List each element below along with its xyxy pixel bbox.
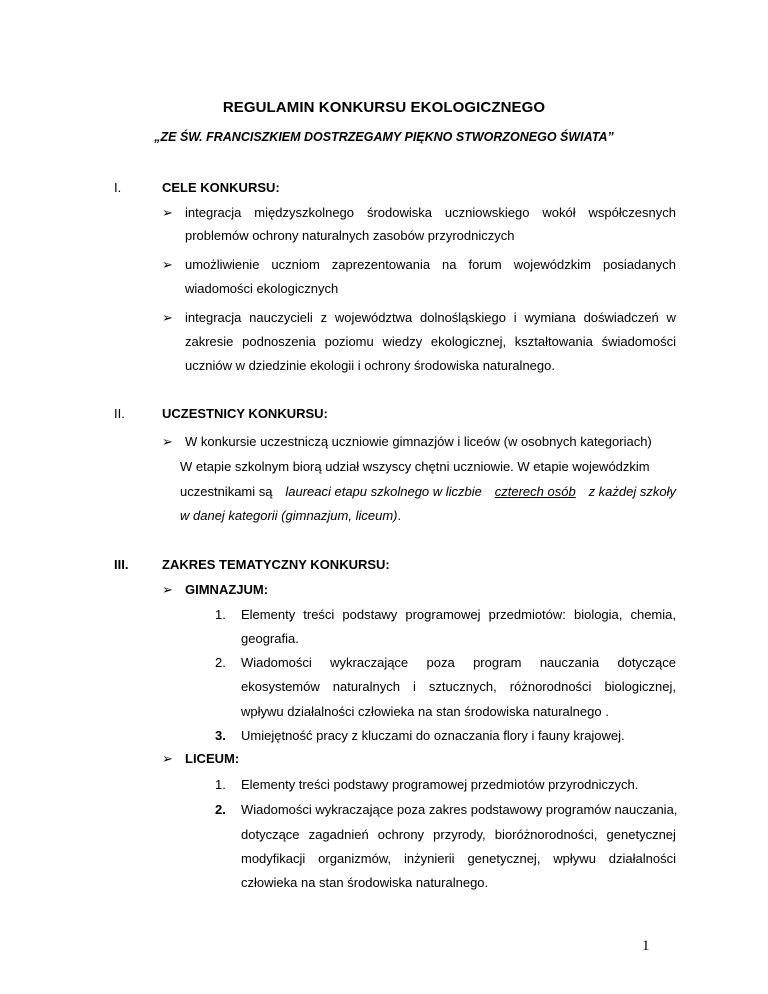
word: inżynierii	[404, 851, 455, 866]
word: Wiadomości	[241, 655, 312, 670]
section-2-line-3-b: laureaci etapu szkolnego w liczbie	[285, 484, 482, 499]
word: zagadnień	[308, 827, 369, 842]
section-2-numeral: II.	[114, 406, 125, 421]
section-2-bullet-1: W konkursie uczestniczą uczniowie gimnazjów i liceów (w osobnych kategoriach)	[185, 434, 652, 449]
word: dotyczące	[241, 827, 300, 842]
word: posiadanych	[602, 257, 676, 272]
arrow-bullet-icon: ➢	[162, 582, 173, 597]
word: chemia,	[630, 607, 676, 622]
word: wojewódzkim	[513, 257, 591, 272]
word: treści	[303, 607, 335, 622]
word: podnoszenia	[242, 334, 316, 349]
section-1-bullet-1-line-1	[185, 205, 676, 220]
word: genetycznej	[606, 827, 676, 842]
word: różnorodności	[509, 679, 592, 694]
word: naturalnych	[332, 679, 400, 694]
word: biologicznej,	[604, 679, 676, 694]
gim-item-2-line-2	[241, 679, 676, 694]
section-2-heading: UCZESTNICY KONKURSU:	[162, 406, 328, 421]
word: wpływu	[553, 851, 596, 866]
gim-item-3-number: 3.	[215, 728, 226, 743]
word: z	[320, 310, 328, 325]
word: przyrody,	[433, 827, 486, 842]
section-3-numeral: III.	[114, 557, 129, 572]
arrow-bullet-icon: ➢	[162, 434, 173, 449]
gimnazjum-label: GIMNAZJUM:	[185, 582, 269, 597]
word: środowiska	[366, 205, 432, 220]
word: międzyszkolnego	[254, 205, 355, 220]
word: wykraczające	[330, 655, 409, 670]
word: wiedzy	[382, 334, 423, 349]
word: współczesnych	[588, 205, 676, 220]
word: ekologicznej,	[430, 334, 507, 349]
section-2-line-3-c: czterech osób	[494, 484, 576, 499]
word: modyfikacji	[241, 851, 306, 866]
section-2-line-4-end: .	[397, 508, 402, 523]
lic-item-1-number: 1.	[215, 777, 226, 792]
arrow-bullet-icon: ➢	[162, 751, 173, 766]
word: Elementy	[241, 607, 296, 622]
word: w	[666, 310, 676, 325]
word: działalności	[608, 851, 676, 866]
document-subtitle: „ZE ŚW. FRANCISZKIEM DOSTRZEGAMY PIĘKNO STWORZONEGO ŚWIATA”	[154, 130, 614, 144]
word: wymiana	[524, 310, 576, 325]
word: program	[473, 655, 522, 670]
section-1-bullet-1-line-2: problemów ochrony naturalnych zasobów przyrodniczych	[185, 228, 515, 243]
word: wokół	[542, 205, 576, 220]
document-title: REGULAMIN KONKURSU EKOLOGICZNEGO	[222, 99, 546, 116]
word: województwa	[334, 310, 413, 325]
word: genetycznej,	[467, 851, 541, 866]
word: nauczania	[539, 655, 600, 670]
word: świadomości	[601, 334, 676, 349]
gim-item-3-line-1: Umiejętność pracy z kluczami do oznaczania flory i fauny krajowej.	[241, 728, 625, 743]
word: podstawy	[342, 607, 398, 622]
word: poza	[426, 655, 455, 670]
word: uczniowskiego	[444, 205, 530, 220]
word: i	[513, 310, 517, 325]
arrow-bullet-icon: ➢	[162, 310, 173, 325]
gim-item-1-line-1	[241, 607, 676, 622]
word: na	[442, 257, 457, 272]
word: ochrony	[377, 827, 425, 842]
section-1-heading: CELE KONKURSU:	[162, 180, 280, 195]
page-number: 1	[642, 938, 650, 954]
word: poziomu	[324, 334, 374, 349]
word: umożliwienie	[185, 257, 260, 272]
word: kształtowania	[514, 334, 593, 349]
lic-item-2-number: 2.	[215, 802, 226, 817]
section-1-bullet-3-line-3: uczniów w dziedzinie ekologii i ochrony środowiska naturalnego.	[185, 358, 555, 373]
arrow-bullet-icon: ➢	[162, 257, 173, 272]
gim-item-2-number: 2.	[215, 655, 226, 670]
section-1-numeral: I.	[114, 180, 122, 195]
word: programowej	[405, 607, 481, 622]
gim-item-1-line-2: geografia.	[241, 631, 299, 646]
section-1-bullet-3-line-2	[185, 334, 676, 349]
gim-item-2-line-1	[241, 655, 676, 670]
arrow-bullet-icon: ➢	[162, 205, 173, 220]
section-1-bullet-3-line-1	[185, 310, 676, 325]
word: zaprezentowania	[331, 257, 431, 272]
word: sztucznych,	[428, 679, 497, 694]
section-3-heading: ZAKRES TEMATYCZNY KONKURSU:	[162, 557, 390, 572]
lic-item-2-line-1: Wiadomości wykraczające poza zakres podstawowy programów nauczania,	[241, 802, 678, 817]
section-2-line-2: W etapie szkolnym biorą udział wszyscy chętni uczniowie. W etapie wojewódzkim	[180, 459, 650, 474]
word: nauczycieli	[249, 310, 313, 325]
word: zakresie	[185, 334, 234, 349]
word: organizmów,	[318, 851, 392, 866]
section-2-line-4-text: w danej kategorii (gimnazjum, liceum)	[180, 508, 398, 523]
word: integracja	[185, 205, 242, 220]
gim-item-1-number: 1.	[215, 607, 226, 622]
section-1-bullet-2-line-1	[185, 257, 676, 272]
word: przedmiotów:	[488, 607, 566, 622]
lic-item-2-line-2	[241, 827, 676, 842]
section-2-line-4	[180, 508, 401, 523]
word: integracja	[185, 310, 242, 325]
word: ekosystemów	[241, 679, 320, 694]
word: bioróżnorodności,	[494, 827, 598, 842]
liceum-label: LICEUM:	[185, 751, 240, 766]
lic-item-2-line-4: człowieka na stan środowiska naturalnego.	[241, 875, 489, 890]
section-2-line-3-a: uczestnikami są	[180, 484, 273, 499]
section-2-line-3-d: z każdej szkoły	[588, 484, 676, 499]
lic-item-1-line-1: Elementy treści podstawy programowej przedmiotów przyrodniczych.	[241, 777, 639, 792]
word: dotyczące	[617, 655, 676, 670]
word: dolnośląskiego	[419, 310, 506, 325]
section-1-bullet-2-line-2: wiadomości ekologicznych	[185, 281, 339, 296]
word: forum	[468, 257, 502, 272]
section-2-line-3	[180, 484, 676, 499]
word: uczniom	[271, 257, 320, 272]
word: doświadczeń	[583, 310, 659, 325]
word: i	[412, 679, 416, 694]
word: biologia,	[573, 607, 623, 622]
gim-item-2-line-3: wpływu działalności człowieka na stan środowiska naturalnego .	[241, 704, 609, 719]
lic-item-2-line-3	[241, 851, 676, 866]
